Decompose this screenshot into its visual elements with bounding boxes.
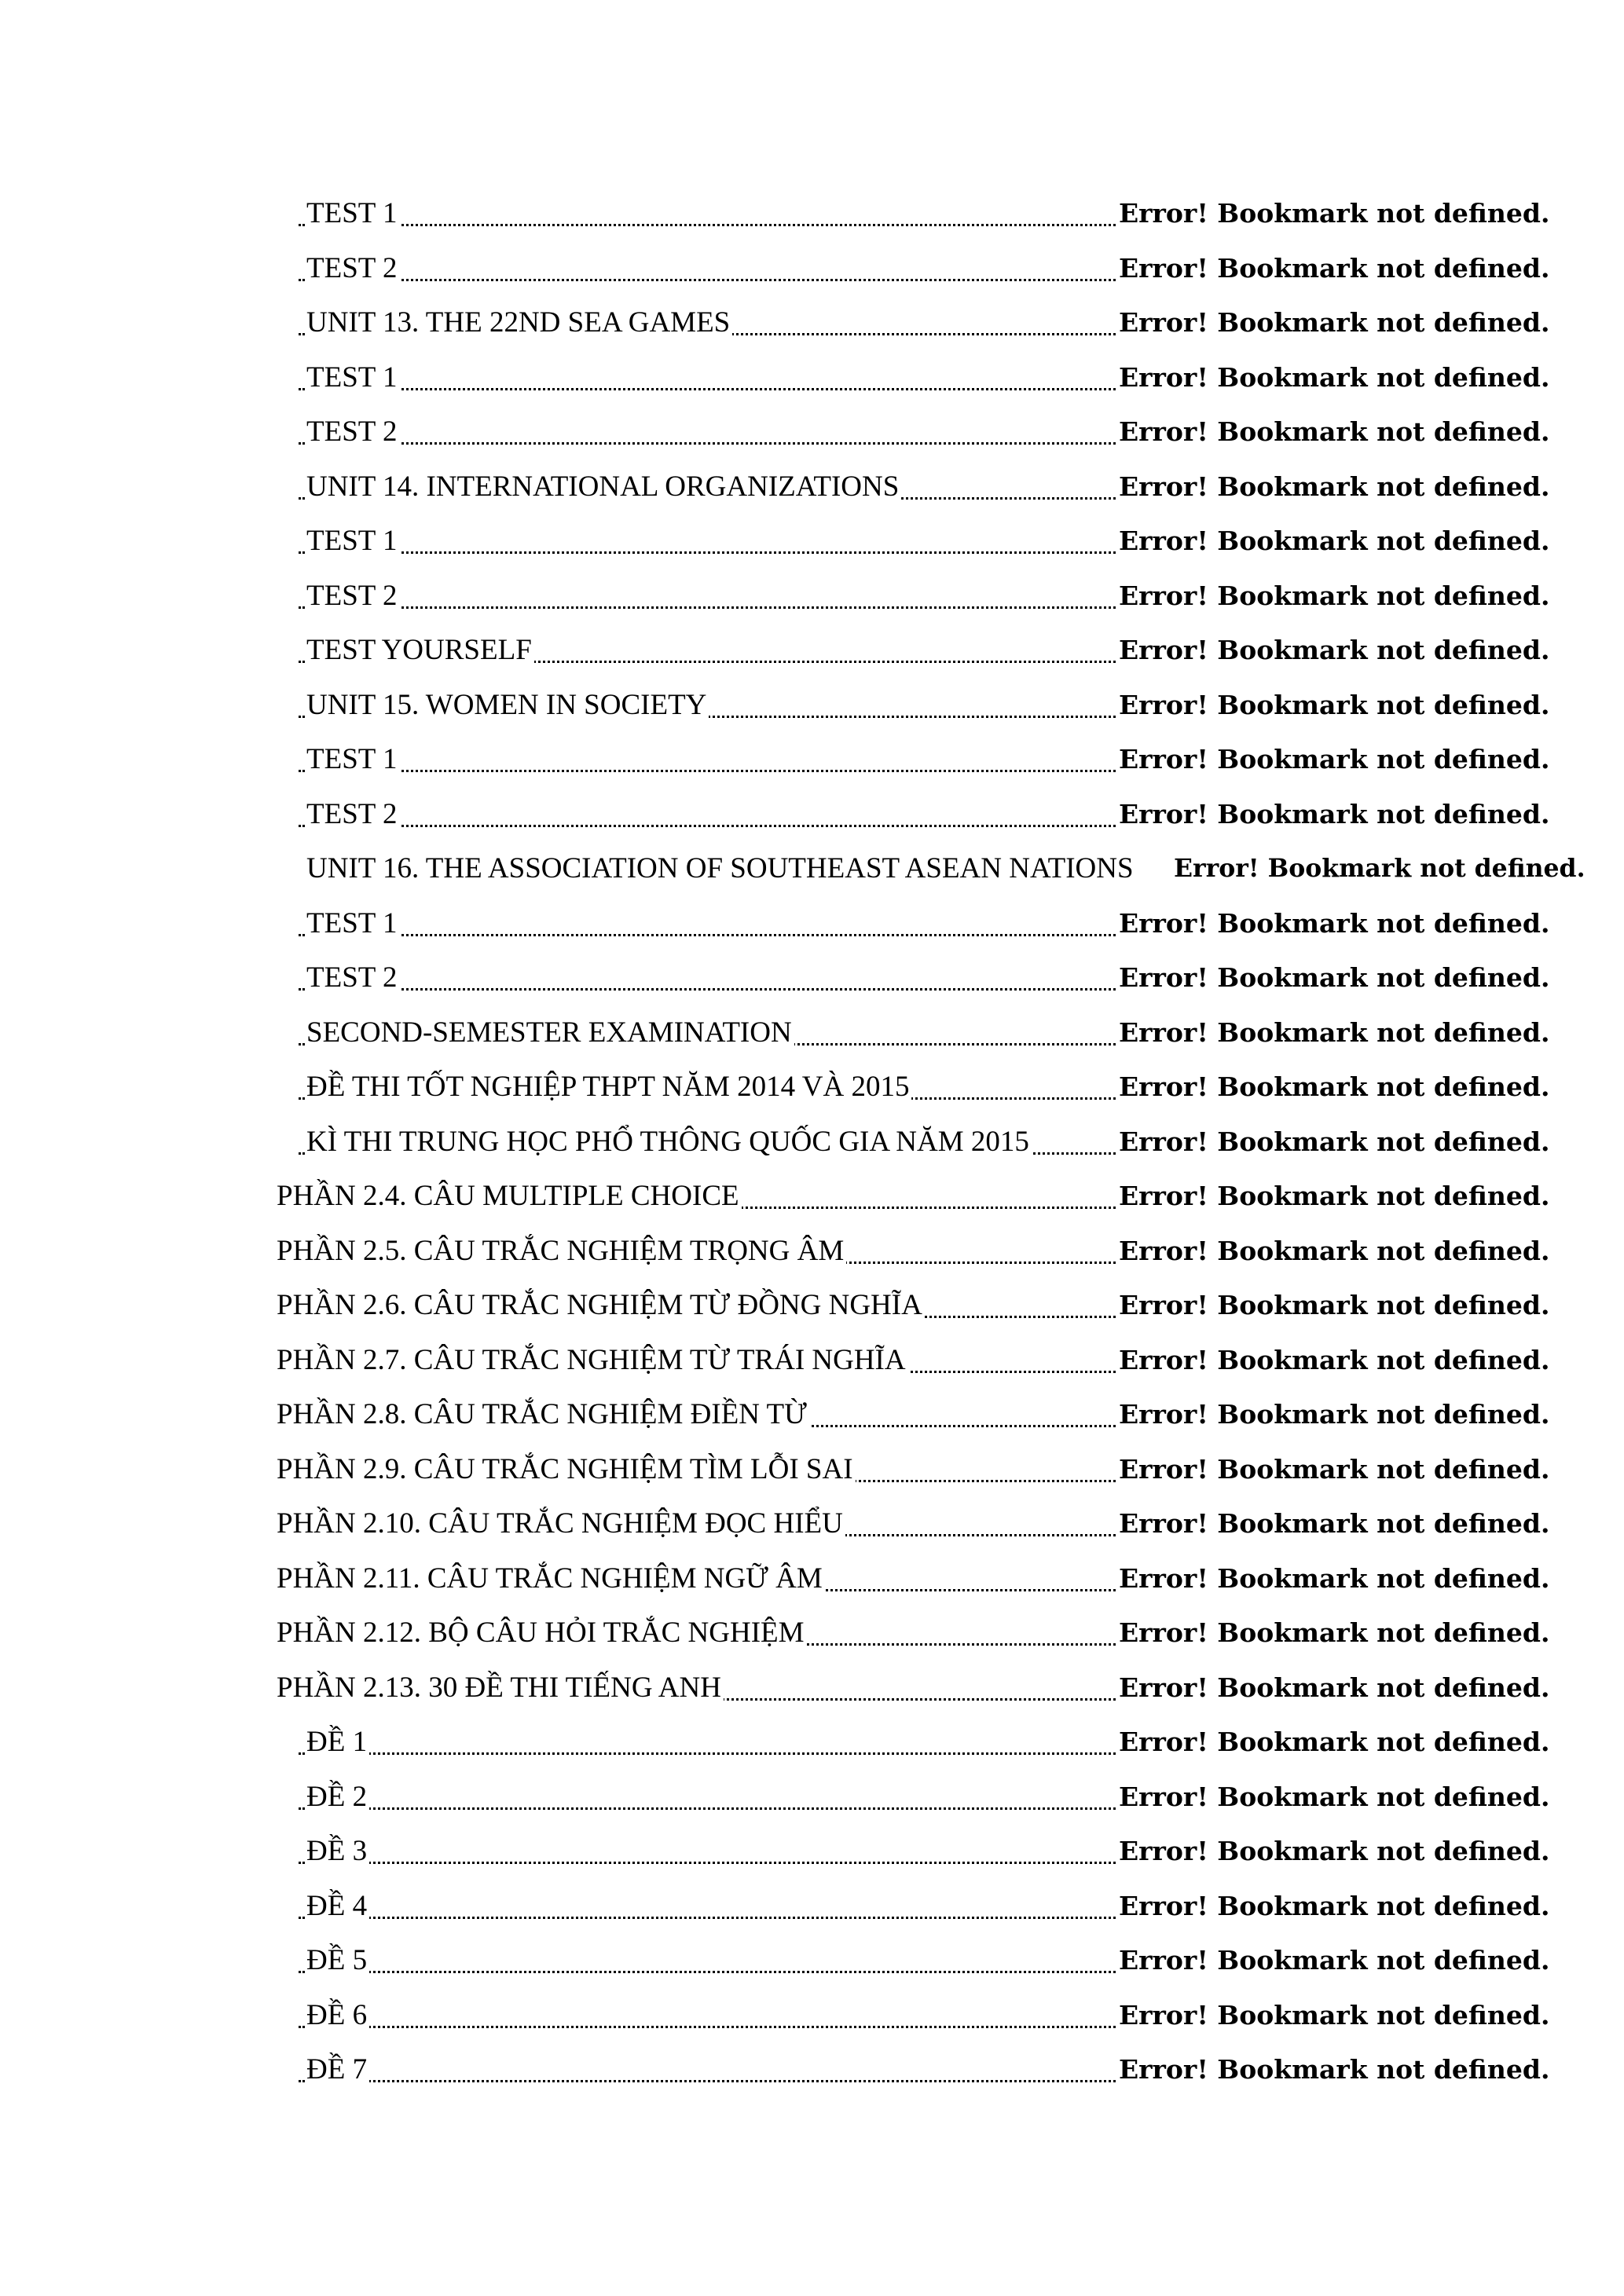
toc-entry-title: TEST 2 [306,415,399,449]
dot-leader [299,934,1116,936]
toc-entry-title: TEST 2 [306,251,399,286]
dot-leader [299,770,1116,772]
toc-entry-title: TEST 1 [306,361,399,395]
toc-entry-title: ĐỀ 6 [306,1998,369,2033]
toc-entry-title: ĐỀ 7 [306,2052,369,2087]
toc-entry-page-ref: Error! Bookmark not defined. [1119,416,1550,447]
toc-entry[interactable] [0,789,1624,844]
toc-entry-page-ref: Error! Bookmark not defined. [1119,1672,1550,1703]
toc-entry-title: TEST 1 [306,524,399,558]
toc-entry[interactable] [0,899,1624,954]
toc-entry[interactable] [0,844,1624,899]
toc-entry[interactable] [0,1772,1624,1827]
toc-entry[interactable] [0,1554,1624,1609]
toc-entry-page-ref: Error! Bookmark not defined. [1119,798,1550,829]
toc-entry-page-ref: Error! Bookmark not defined. [1119,1181,1550,1211]
toc-entry-title: PHẦN 2.8. CÂU TRẮC NGHIỆM ĐIỀN TỪ [277,1397,809,1432]
toc-entry-page-ref: Error! Bookmark not defined. [1119,635,1550,665]
toc-entry[interactable] [0,1717,1624,1772]
toc-entry[interactable] [0,1280,1624,1335]
toc-entry[interactable] [0,1826,1624,1881]
toc-entry-title: PHẦN 2.12. BỘ CÂU HỎI TRẮC NGHIỆM [277,1616,807,1650]
toc-entry-title: TEST 2 [306,797,399,832]
toc-entry-title: ĐỀ 2 [306,1780,369,1814]
toc-entry-title: ĐỀ 4 [306,1889,369,1924]
toc-entry-title: UNIT 16. THE ASSOCIATION OF SOUTHEAST ASEAN NATIONS [306,851,1136,886]
toc-entry[interactable] [0,407,1624,462]
toc-entry-page-ref: Error! Bookmark not defined. [1119,1453,1550,1485]
toc-entry-page-ref: Error! Bookmark not defined. [1119,198,1550,229]
toc-entry-title: TEST 1 [306,196,399,231]
toc-entry-page-ref: Error! Bookmark not defined. [1119,1836,1550,1866]
dot-leader [299,279,1116,281]
toc-entry-title: PHẦN 2.4. CÂU MULTIPLE CHOICE [277,1179,742,1214]
toc-entry-page-ref: Error! Bookmark not defined. [1119,1508,1550,1539]
toc-entry-page-ref: Error! Bookmark not defined. [1174,854,1586,883]
dot-leader [299,224,1116,226]
toc-entry-page-ref: Error! Bookmark not defined. [1119,1126,1550,1157]
dot-leader [299,2026,1116,2028]
toc-entry[interactable] [0,680,1624,735]
toc-entry-title: PHẦN 2.11. CÂU TRẮC NGHIỆM NGỮ ÂM [277,1562,825,1596]
toc-entry-title: SECOND-SEMESTER EXAMINATION [306,1016,794,1050]
toc-entry-page-ref: Error! Bookmark not defined. [1119,689,1550,720]
toc-entry-title: PHẦN 2.7. CÂU TRẮC NGHIỆM TỪ TRÁI NGHĨA [277,1343,908,1378]
toc-entry[interactable] [0,953,1624,1008]
toc-entry-title: ĐỀ 5 [306,1943,369,1978]
toc-entry[interactable] [0,1881,1624,1936]
toc-entry[interactable] [0,244,1624,298]
toc-entry-page-ref: Error! Bookmark not defined. [1119,1617,1550,1648]
toc-entry-title: ĐỀ 1 [306,1725,369,1760]
dot-leader [299,551,1116,554]
toc-entry-title: TEST 1 [306,742,399,777]
toc-entry-title: TEST 2 [306,579,399,613]
toc-entry-page-ref: Error! Bookmark not defined. [1119,1071,1550,1102]
toc-entry[interactable] [0,1608,1624,1663]
toc-entry-page-ref: Error! Bookmark not defined. [1119,525,1550,556]
dot-leader [299,606,1116,609]
toc-entry[interactable] [0,298,1624,353]
toc-entry[interactable] [0,1008,1624,1063]
table-of-contents [0,189,1624,2100]
toc-entry[interactable] [0,1062,1624,1117]
dot-leader [299,2080,1116,2082]
toc-entry-title: ĐỀ THI TỐT NGHIỆP THPT NĂM 2014 VÀ 2015 [306,1070,911,1104]
toc-entry-page-ref: Error! Bookmark not defined. [1119,1399,1550,1430]
toc-entry-title: UNIT 14. INTERNATIONAL ORGANIZATIONS [306,470,901,504]
toc-entry[interactable] [0,1390,1624,1445]
dot-leader [299,1807,1116,1810]
toc-entry-title: ĐỀ 3 [306,1834,369,1869]
toc-entry-title: TEST 2 [306,961,399,995]
dot-leader [299,1971,1116,1973]
toc-entry[interactable] [0,1445,1624,1500]
toc-entry[interactable] [0,516,1624,571]
toc-entry-title: TEST 1 [306,906,399,941]
toc-entry[interactable] [0,734,1624,789]
dot-leader [299,442,1116,445]
toc-entry-page-ref: Error! Bookmark not defined. [1119,1945,1550,1976]
toc-entry[interactable] [0,1990,1624,2045]
toc-entry[interactable] [0,1335,1624,1390]
toc-entry-page-ref: Error! Bookmark not defined. [1119,1344,1550,1375]
toc-entry-title: UNIT 15. WOMEN IN SOCIETY [306,688,709,723]
toc-entry-page-ref: Error! Bookmark not defined. [1119,580,1550,611]
toc-entry[interactable] [0,1226,1624,1281]
toc-entry-page-ref: Error! Bookmark not defined. [1119,2054,1550,2085]
toc-entry[interactable] [0,353,1624,408]
toc-entry-page-ref: Error! Bookmark not defined. [1119,1999,1550,2031]
toc-entry-title: PHẦN 2.10. CÂU TRẮC NGHIỆM ĐỌC HIỂU [277,1507,845,1541]
toc-entry-page-ref: Error! Bookmark not defined. [1119,361,1550,393]
toc-entry-page-ref: Error! Bookmark not defined. [1119,1290,1550,1320]
toc-entry-page-ref: Error! Bookmark not defined. [1119,307,1550,338]
toc-entry[interactable] [0,2045,1624,2100]
toc-entry-page-ref: Error! Bookmark not defined. [1119,1727,1550,1757]
toc-entry[interactable] [0,571,1624,626]
dot-leader [299,1862,1116,1864]
toc-entry[interactable] [0,1935,1624,1990]
toc-entry-page-ref: Error! Bookmark not defined. [1119,1781,1550,1812]
toc-entry-page-ref: Error! Bookmark not defined. [1119,1890,1550,1921]
toc-entry[interactable] [0,189,1624,244]
dot-leader [299,1917,1116,1919]
toc-entry-page-ref: Error! Bookmark not defined. [1119,744,1550,774]
toc-entry-page-ref: Error! Bookmark not defined. [1119,1562,1550,1594]
toc-entry-page-ref: Error! Bookmark not defined. [1119,252,1550,284]
toc-entry-page-ref: Error! Bookmark not defined. [1119,907,1550,939]
toc-entry[interactable] [0,1117,1624,1172]
dot-leader [299,988,1116,991]
toc-entry-title: PHẦN 2.13. 30 ĐỀ THI TIẾNG ANH [277,1671,724,1705]
toc-entry[interactable] [0,1663,1624,1718]
toc-entry[interactable] [0,1171,1624,1226]
dot-leader [299,388,1116,390]
dot-leader [299,825,1116,827]
toc-entry-title: PHẦN 2.6. CÂU TRẮC NGHIỆM TỪ ĐỒNG NGHĨA [277,1288,925,1323]
toc-entry[interactable] [0,462,1624,517]
toc-entry[interactable] [0,625,1624,680]
toc-entry-page-ref: Error! Bookmark not defined. [1119,1016,1550,1048]
toc-entry-page-ref: Error! Bookmark not defined. [1119,471,1550,502]
toc-entry[interactable] [0,1499,1624,1554]
toc-entry-title: TEST YOURSELF [306,633,534,668]
toc-entry-title: UNIT 13. THE 22ND SEA GAMES [306,306,732,340]
toc-entry-title: KÌ THI TRUNG HỌC PHỔ THÔNG QUỐC GIA NĂM 2015 [306,1125,1032,1159]
toc-entry-page-ref: Error! Bookmark not defined. [1119,962,1550,993]
toc-entry-title: PHẦN 2.5. CÂU TRẮC NGHIỆM TRỌNG ÂM [277,1234,846,1269]
toc-entry-title: PHẦN 2.9. CÂU TRẮC NGHIỆM TÌM LỖI SAI [277,1452,856,1487]
dot-leader [299,1752,1116,1755]
toc-entry-page-ref: Error! Bookmark not defined. [1119,1235,1550,1266]
